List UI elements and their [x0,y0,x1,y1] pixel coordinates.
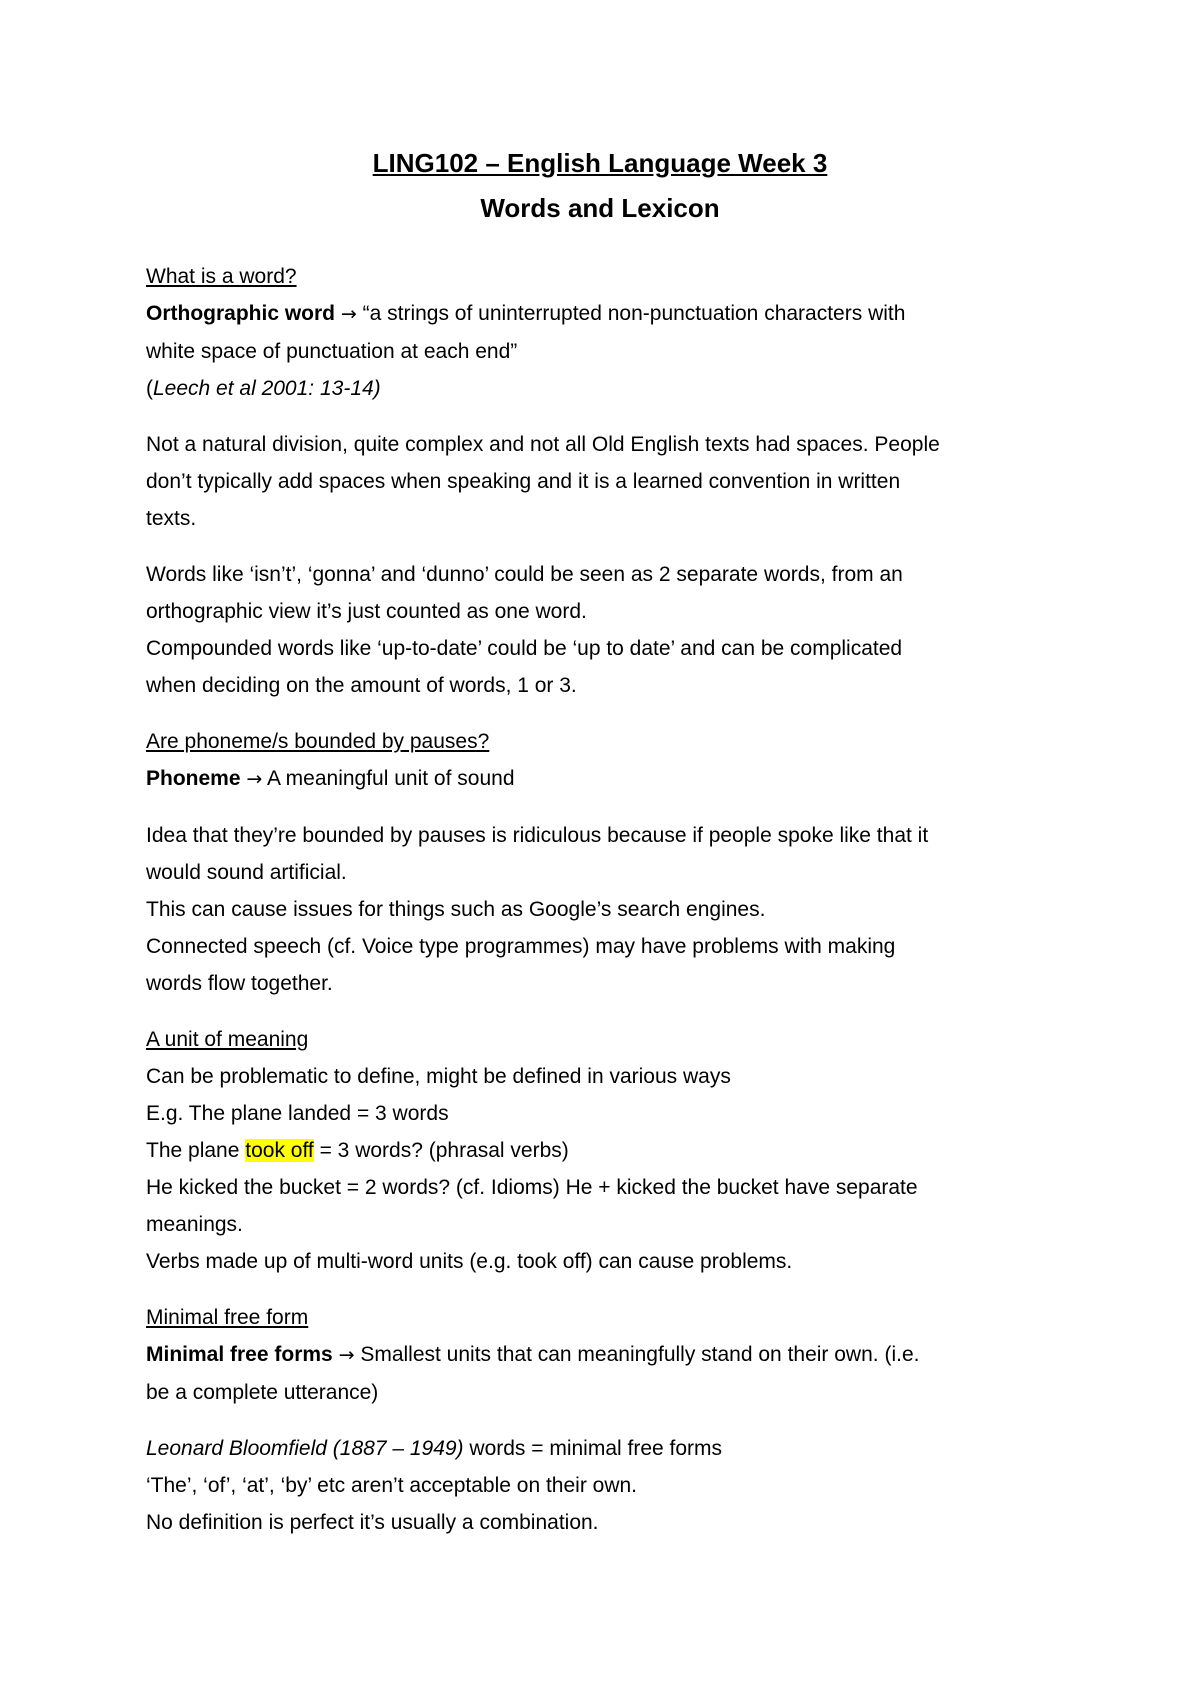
paragraph-line: E.g. The plane landed = 3 words [146,1102,449,1125]
paragraph-line: texts. [146,507,197,530]
definition-text: “a strings of uninterrupted non-punctuation characters with [362,302,906,325]
definition-text: A meaningful unit of sound [266,767,515,790]
title-block [0,150,1200,221]
highlighted-text: took off [245,1139,314,1162]
paragraph-line: don’t typically add spaces when speaking and it is a learned convention in written [146,470,901,493]
paragraph-line: Can be problematic to define, might be defined in various ways [146,1065,731,1088]
paragraph-line: orthographic view it’s just counted as one word. [146,600,587,623]
paragraph-line: He kicked the bucket = 2 words? (cf. Idioms) He + kicked the bucket have separate [146,1176,918,1199]
page-subtitle: Words and Lexicon [480,193,720,223]
citation-line [146,370,1076,407]
text-segment: = 3 words? (phrasal verbs) [313,1139,569,1162]
definition-line-cont: white space of punctuation at each end” [146,340,518,363]
paragraph-line: Verbs made up of multi-word units (e.g. took off) can cause problems. [146,1250,793,1273]
term-minimal-free-forms: Minimal free forms [146,1343,333,1366]
author-reference: Leonard Bloomfield (1887 – 1949) [146,1437,464,1460]
paragraph-line: when deciding on the amount of words, 1 or 3. [146,674,577,697]
paragraph-line: would sound artificial. [146,861,347,884]
text-segment: The plane [146,1139,246,1162]
right-arrow-icon: → [340,303,357,325]
citation: Leech et al 2001: 13-14) [153,377,381,400]
paragraph-line [146,1132,1076,1169]
page-title: LING102 – English Language Week 3 [372,148,828,178]
term-phoneme: Phoneme [146,767,241,790]
right-arrow-icon: → [246,768,263,790]
section-heading-phoneme: Are phoneme/s bounded by pauses? [146,730,490,753]
paragraph-line: Not a natural division, quite complex and not all Old English texts had spaces. People [146,433,940,456]
section-heading-meaning: A unit of meaning [146,1028,309,1051]
section-heading-free-form: Minimal free form [146,1306,309,1329]
paragraph-line: Idea that they’re bounded by pauses is ridiculous because if people spoke like that it [146,824,929,847]
paragraph-line: words flow together. [146,972,333,995]
definition-line [146,1336,1076,1374]
document-body [146,258,1076,1541]
paragraph-line: No definition is perfect it’s usually a combination. [146,1511,599,1534]
section-heading-word: What is a word? [146,265,297,288]
definition-text: Smallest units that can meaningfully stand on their own. (i.e. [360,1343,920,1366]
paragraph-line: This can cause issues for things such as Google’s search engines. [146,898,766,921]
paragraph-line: Connected speech (cf. Voice type programmes) may have problems with making [146,935,896,958]
definition-line [146,760,1076,798]
definition-line-cont: be a complete utterance) [146,1381,379,1404]
text-segment: words = minimal free forms [463,1437,723,1460]
paragraph-line: meanings. [146,1213,243,1236]
definition-line [146,295,1076,333]
paragraph-line: ‘The’, ‘of’, ‘at’, ‘by’ etc aren’t acceptable on their own. [146,1474,638,1497]
right-arrow-icon: → [338,1344,355,1366]
term-orthographic-word: Orthographic word [146,302,335,325]
paragraph-line: Words like ‘isn’t’, ‘gonna’ and ‘dunno’ could be seen as 2 separate words, from an [146,563,903,586]
citation-paren: ( [146,377,153,400]
paragraph-line [146,1430,1076,1467]
paragraph-line: Compounded words like ‘up-to-date’ could be ‘up to date’ and can be complicated [146,637,903,660]
